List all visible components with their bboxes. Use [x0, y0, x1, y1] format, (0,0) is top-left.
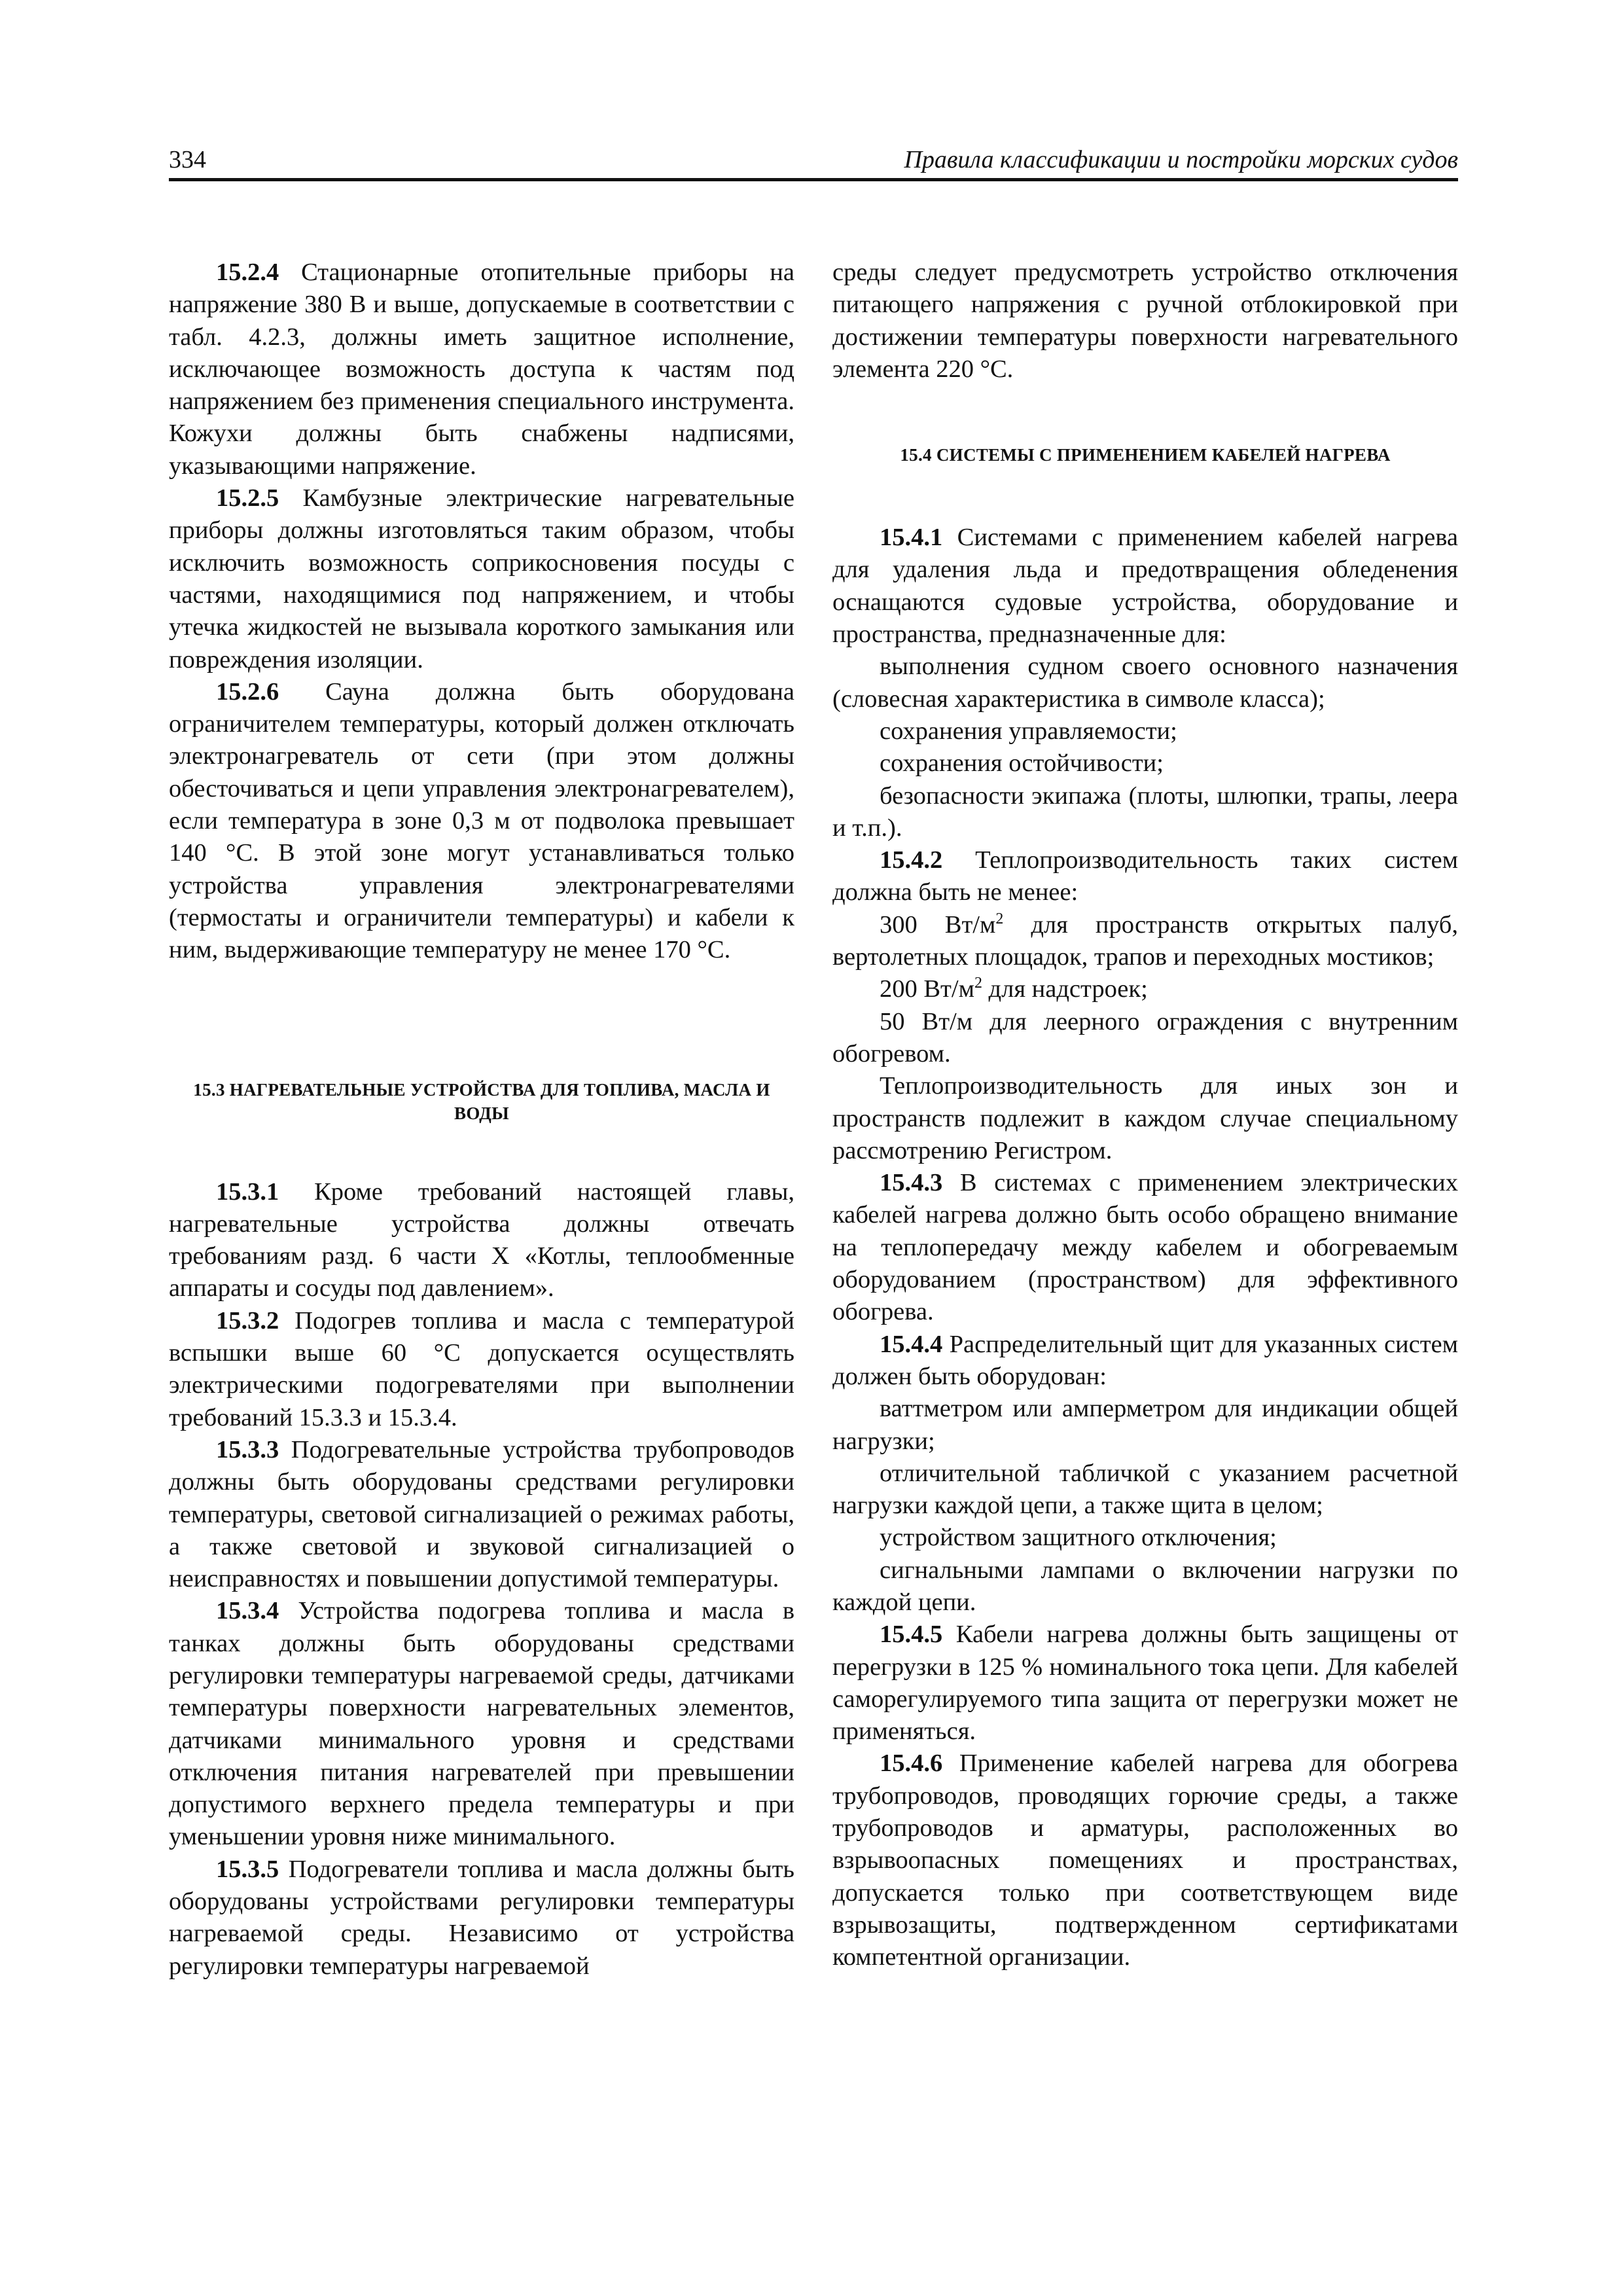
- paragraph-15-3-5: [169, 1854, 794, 1982]
- paragraph-15-2-5: [169, 482, 794, 676]
- clause-number: 15.4.5: [880, 1621, 943, 1649]
- paragraph-15-3-4: [169, 1595, 794, 1853]
- clause-number: 15.4.3: [880, 1169, 943, 1197]
- paragraph-text: Распределительный щит для указанных систем должен быть оборудован:: [832, 1330, 1459, 1390]
- clause-number: 15.4.2: [880, 846, 943, 874]
- list-item: отличительной табличкой с указанием расчетной нагрузки каждой цепи, а также щита в целом;: [832, 1459, 1458, 1520]
- running-title: Правила классификации и постройки морских судов: [904, 146, 1458, 173]
- paragraph-15-4-6: [832, 1748, 1458, 1973]
- paragraph-text: Системами с применением кабелей нагрева для удаления льда и предотвращения обледенения оснащаются судовые устройства, оборудование и пространства, предназначенные для:: [832, 524, 1458, 649]
- list-item: 300 $Вт/м^2$ для пространств открытых палуб, вертолетных площадок, трапов и переходных мостиков;: [832, 910, 1458, 971]
- list-item: 50 Вт/м для леерного ограждения с внутренним обогревом.: [832, 1007, 1458, 1067]
- clause-number: 15.2.4: [216, 259, 279, 286]
- list-item: сигнальными лампами о включении нагрузки по каждой цепи.: [832, 1556, 1458, 1616]
- clause-number: 15.4.4: [880, 1330, 943, 1358]
- clause-number: 15.3.2: [216, 1306, 279, 1335]
- header-rule: [169, 178, 1458, 181]
- paragraph-text: Сауна должна быть оборудована ограничителем температуры, который должен отключать электронагреватель от сети (при этом должны обесточиваться и цепи управления электронагревателем), если температура в зоне 0,3 м от подволока превышает 140 °С. В этой зоне могут устанавливаться только устройства управления электронагревателями (термостаты и ограничители температуры) и кабели к ним, выдерживающие температуру не менее 170 °С.: [169, 677, 794, 964]
- paragraph-text: Подогревательные устройства трубопроводов должны быть оборудованы средствами регулировки температуры, световой сигнализацией о режимах работы, а также световой и звуковой сигнализацией о неисправностях и повышении допустимой температуры.: [169, 1435, 795, 1593]
- left-column: [169, 257, 794, 1982]
- clause-number: 15.4.6: [880, 1749, 943, 1778]
- clause-number: 15.3.1: [216, 1177, 279, 1206]
- paragraph-15-4-2: [832, 844, 1458, 909]
- paragraph-15-2-6: [169, 676, 794, 967]
- paragraph-text: Камбузные электрические нагревательные приборы должны изготовляться таким образом, чтобы исключить возможность соприкосновения посуды с частями, находящимися под напряжением, и чтобы утечка жидкостей не вызывала короткого замыкания или повреждения изоляции.: [169, 484, 794, 673]
- paragraph-text: В системах с применением электрических кабелей нагрева должно быть особо обращено внимание на теплопередачу между кабелем и обогреваемым оборудованием (пространством) для эффективного обогрева.: [832, 1169, 1458, 1326]
- paragraph-15-4-5: [832, 1619, 1458, 1748]
- list-item: устройством защитного отключения;: [880, 1524, 1277, 1552]
- paragraph-15-4-1: [832, 522, 1458, 651]
- list-item: сохранения остойчивости;: [880, 749, 1164, 778]
- list-item: ваттметром или амперметром для индикации общей нагрузки;: [832, 1395, 1458, 1455]
- list-item: 200 $Вт/м^2$ для надстроек;: [880, 975, 1148, 1003]
- clause-number: 15.4.1: [880, 524, 943, 552]
- paragraph-other-zones: Теплопроизводительность для иных зон и пространств подлежит в каждом случае специальному рассмотрению Регистром.: [832, 1072, 1458, 1164]
- paragraph-15-3-1: [169, 1176, 794, 1305]
- clause-number: 15.3.4: [216, 1597, 279, 1625]
- page-number: 334: [169, 146, 206, 173]
- paragraph-text: Подогрев топлива и масла с температурой вспышки выше 60 °С допускается осуществлять электрическими подогревателями при выполнении требований 15.3.3 и 15.3.4.: [169, 1306, 795, 1431]
- paragraph-15-4-3: [832, 1167, 1458, 1328]
- clause-number: 15.3.5: [216, 1855, 279, 1883]
- list-item: безопасности экипажа (плоты, шлюпки, трапы, леера и т.п.).: [832, 781, 1458, 842]
- paragraph-15-4-4: [832, 1329, 1458, 1393]
- clause-number: 15.2.5: [216, 484, 279, 512]
- section-heading-15-3: 15.3 НАГРЕВАТЕЛЬНЫЕ УСТРОЙСТВА ДЛЯ ТОПЛИВА, МАСЛА И ВОДЫ: [193, 1079, 770, 1123]
- paragraph-text: Кроме требований настоящей главы, нагревательные устройства должны отвечать требованиям разд. 6 части X «Котлы, теплообменные аппараты и сосуды под давлением».: [169, 1177, 795, 1302]
- paragraph-continued: среды следует предусмотреть устройство отключения питающего напряжения с ручной отблокировкой при достижении температуры поверхности нагревательного элемента 220 °С.: [832, 259, 1458, 383]
- paragraph-15-3-3: [169, 1434, 794, 1595]
- list-item: выполнения судном своего основного назначения (словесная характеристика в символе класса);: [832, 653, 1458, 713]
- section-heading-15-4: 15.4 СИСТЕМЫ С ПРИМЕНЕНИЕМ КАБЕЛЕЙ НАГРЕВА: [900, 445, 1391, 465]
- paragraph-text: Устройства подогрева топлива и масла в танках должны быть оборудованы средствами регулировки температуры нагреваемой среды, датчиками температуры поверхности нагревательных элементов, датчиками минимального уровня и средствами отключения питания нагревателей при превышении допустимого верхнего предела температуры и при уменьшении уровня ниже минимального.: [169, 1597, 794, 1851]
- right-column: [832, 257, 1458, 1974]
- paragraph-text: Применение кабелей нагрева для обогрева трубопроводов, проводящих горючие среды, а также трубопроводов и арматуры, расположенных во взрывоопасных помещениях и пространствах, допускается только при соответствующем виде взрывозащиты, подтвержденном сертификатами компетентной организации.: [832, 1749, 1459, 1971]
- clause-number: 15.2.6: [216, 677, 279, 706]
- list-item: сохранения управляемости;: [880, 717, 1177, 745]
- paragraph-text: Кабели нагрева должны быть защищены от перегрузки в 125 % номинального тока цепи. Для кабелей саморегулируемого типа защита от перегрузки может не применяться.: [832, 1621, 1458, 1746]
- clause-number: 15.3.3: [216, 1435, 279, 1463]
- paragraph-text: Подогреватели топлива и масла должны быть оборудованы устройствами регулировки температуры нагреваемой среды. Независимо от устройства регулировки температуры нагреваемой: [169, 1855, 794, 1980]
- paragraph-text: Стационарные отопительные приборы на напряжение 380 В и выше, допускаемые в соответствии с табл. 4.2.3, должны иметь защитное исполнение, исключающее возможность доступа к частям под напряжением без применения специального инструмента. Кожухи должны быть снабжены надписями, указывающими напряжение.: [169, 259, 794, 480]
- paragraph-15-2-4: [169, 257, 794, 482]
- paragraph-15-3-2: [169, 1305, 794, 1434]
- paragraph-text: Теплопроизводительность таких систем должна быть не менее:: [832, 846, 1458, 906]
